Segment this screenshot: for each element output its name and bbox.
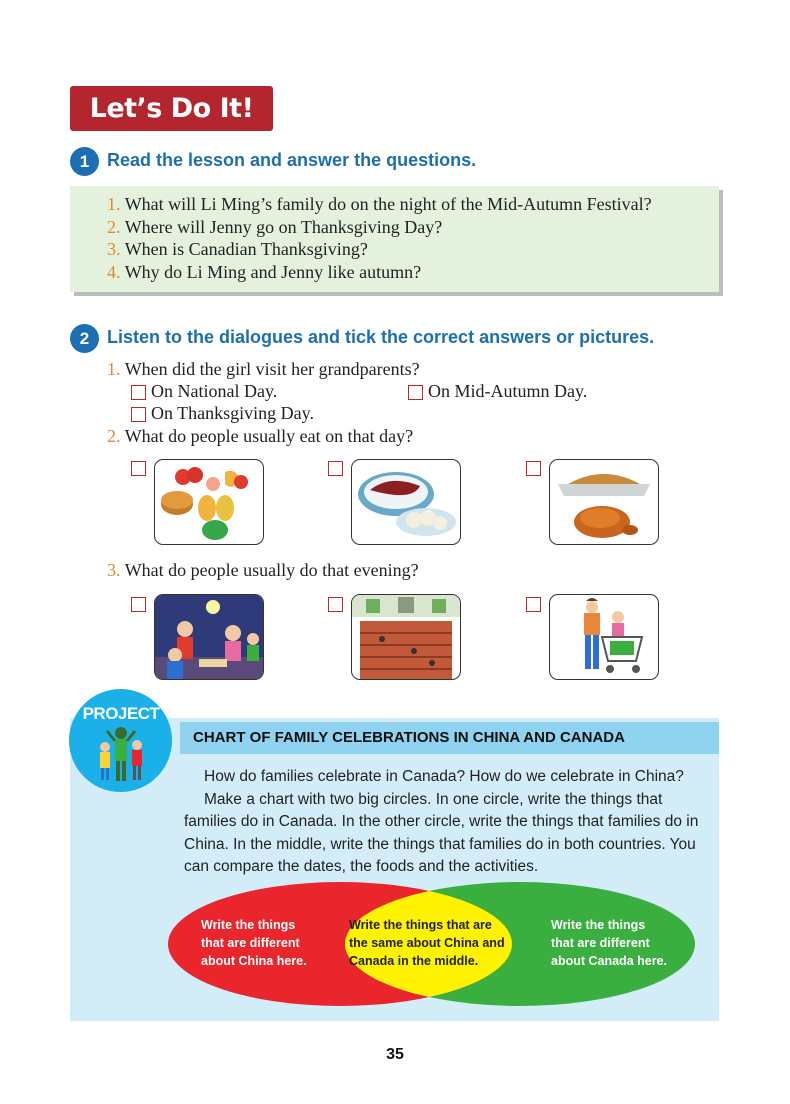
section-2-badge: 2 — [70, 324, 99, 353]
picture-theatre-stage — [351, 594, 461, 680]
venn-left-label: Write the things that are different about China here. — [201, 918, 307, 968]
question-2: 2. What do people usually eat on that day? — [107, 426, 414, 446]
question-1: 1. When did the girl visit her grandparents? — [107, 359, 420, 379]
picture-shopping-cart — [549, 594, 659, 680]
venn-middle-label: Write the things that are the same about China and Canada in the middle. — [349, 918, 505, 968]
section-1-title: Read the lesson and answer the questions. — [107, 150, 477, 170]
section-2-title: Listen to the dialogues and tick the correct answers or pictures. — [107, 327, 655, 347]
project-instructions — [184, 766, 712, 879]
project-paragraph-2: Make a chart with two big circles. In one circle, write the things that families do in Canada. In the other circle, write the things that families do in China. In the middle, write the things that families do in both countries. You can compare the dates, the foods and the activities. — [184, 790, 699, 875]
option-thanksgiving-day: On Thanksgiving Day. — [151, 403, 314, 423]
picture-moon-watching-family — [154, 594, 264, 680]
lets-do-it-banner: Let’s Do It! — [70, 86, 273, 131]
section-1-badge: 1 — [70, 147, 99, 176]
question-item: 2. Where will Jenny go on Thanksgiving Day? — [107, 216, 443, 237]
question-item: 4. Why do Li Ming and Jenny like autumn? — [107, 261, 422, 282]
question-item: 3. When is Canadian Thanksgiving? — [107, 239, 368, 259]
checkbox-picture-4[interactable] — [131, 597, 146, 612]
checkbox-picture-5[interactable] — [328, 597, 343, 612]
checkbox-picture-3[interactable] — [526, 461, 541, 476]
questions-list — [107, 193, 652, 283]
checkbox-picture-1[interactable] — [131, 461, 146, 476]
checkbox-picture-6[interactable] — [526, 597, 541, 612]
picture-pie-and-turkey — [549, 459, 659, 545]
page-number: 35 — [386, 1046, 404, 1063]
checkbox-national-day[interactable] — [131, 385, 146, 400]
checkbox-thanksgiving-day[interactable] — [131, 407, 146, 422]
venn-right-label: Write the things that are different about Canada here. — [551, 918, 667, 968]
picture-meat-and-dumplings — [351, 459, 461, 545]
project-label: PROJECT — [82, 704, 160, 723]
project-title: CHART OF FAMILY CELEBRATIONS IN CHINA AND CANADA — [193, 729, 625, 746]
option-national-day: On National Day. — [151, 381, 278, 401]
checkbox-picture-2[interactable] — [328, 461, 343, 476]
checkbox-mid-autumn-day[interactable] — [408, 385, 423, 400]
question-item: 1. What will Li Ming’s family do on the night of the Mid-Autumn Festival? — [107, 194, 652, 214]
option-mid-autumn-day: On Mid-Autumn Day. — [428, 381, 588, 401]
picture-mooncakes-and-fruit — [154, 459, 264, 545]
project-paragraph-1: How do families celebrate in Canada? How do we celebrate in China? — [204, 768, 684, 785]
question-3: 3. What do people usually do that evening? — [107, 560, 419, 580]
